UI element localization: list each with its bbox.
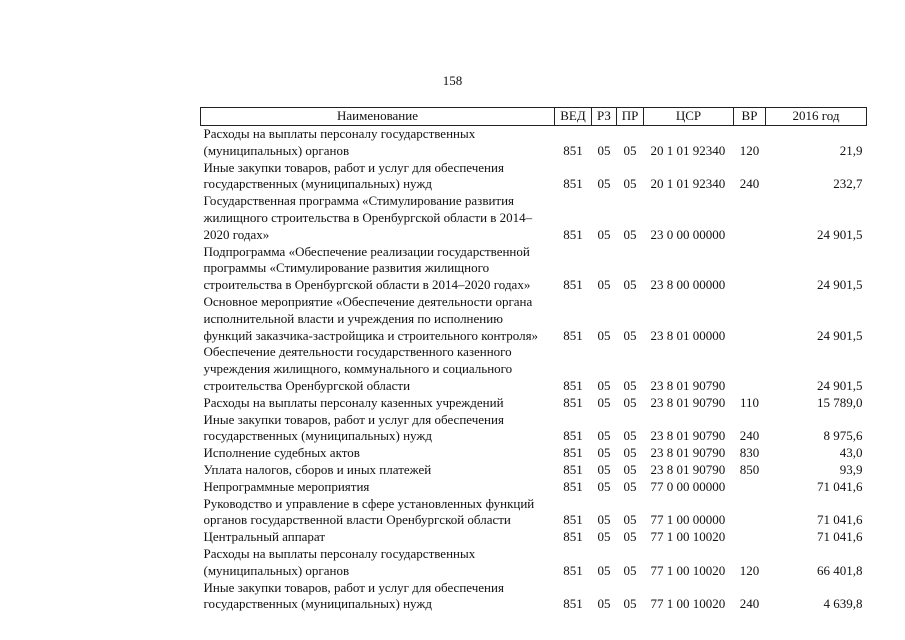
- page-number: 158: [442, 73, 463, 88]
- row-amount: 71 041,6: [817, 512, 863, 528]
- row-name: Центральный аппарат: [203, 529, 326, 545]
- row-ved: 851: [563, 445, 583, 461]
- row-vr: [734, 294, 766, 344]
- row-name: Государственная программа «Стимулирование развития жилищного строительства в Оренбургской области в 2014–2020 годах»: [203, 193, 533, 242]
- row-amount: 15 789,0: [817, 394, 863, 410]
- header-csr: ЦСР: [644, 108, 734, 126]
- row-vr: [734, 244, 766, 294]
- row-amount: 93,9: [839, 461, 863, 477]
- row-rz: 05: [597, 226, 611, 242]
- table-row: [201, 126, 867, 160]
- row-vr: 240: [739, 596, 760, 612]
- table-row: [201, 344, 867, 394]
- row-amount: 24 901,5: [817, 377, 863, 393]
- table-header: [201, 108, 867, 126]
- row-rz: 05: [597, 277, 611, 293]
- row-ved: 851: [563, 512, 583, 528]
- row-name: Иные закупки товаров, работ и услуг для обеспечения государственных (муниципальных) нужд: [203, 411, 504, 444]
- header-rz: РЗ: [592, 108, 617, 126]
- row-name: Непрограммные мероприятия: [203, 478, 370, 494]
- row-pr: 05: [623, 512, 637, 528]
- row-amount: 24 901,5: [817, 277, 863, 293]
- row-rz: 05: [597, 377, 611, 393]
- row-ved: 851: [563, 562, 583, 578]
- table-row: [201, 546, 867, 580]
- row-amount: 71 041,6: [817, 529, 863, 545]
- row-vr: 830: [739, 445, 760, 461]
- row-ved: 851: [563, 327, 583, 343]
- row-amount: 8 975,6: [823, 428, 863, 444]
- row-rz: 05: [597, 512, 611, 528]
- row-rz: 05: [597, 176, 611, 192]
- row-amount: 24 901,5: [817, 327, 863, 343]
- row-rz: 05: [597, 478, 611, 494]
- row-rz: 05: [597, 327, 611, 343]
- table-row: [201, 244, 867, 294]
- row-vr: 240: [739, 176, 760, 192]
- table-row: [201, 445, 867, 462]
- row-vr: [734, 529, 766, 546]
- table-row: [201, 529, 867, 546]
- table-row: [201, 496, 867, 530]
- table-row: [201, 160, 867, 194]
- row-rz: 05: [597, 529, 611, 545]
- header-vr: ВР: [734, 108, 766, 126]
- row-name: Исполнение судебных актов: [203, 445, 360, 461]
- row-vr: 120: [739, 142, 760, 158]
- row-name: Иные закупки товаров, работ и услуг для обеспечения государственных (муниципальных) нужд: [203, 579, 504, 612]
- row-csr: 23 8 01 00000: [650, 327, 726, 343]
- row-rz: 05: [597, 596, 611, 612]
- row-pr: 05: [623, 277, 637, 293]
- row-csr: 20 1 01 92340: [650, 176, 726, 192]
- row-pr: 05: [623, 562, 637, 578]
- table-row: [201, 294, 867, 344]
- row-pr: 05: [623, 142, 637, 158]
- row-csr: 77 1 00 00000: [650, 512, 726, 528]
- row-pr: 05: [623, 596, 637, 612]
- row-vr: 240: [739, 428, 760, 444]
- row-ved: 851: [563, 277, 583, 293]
- row-vr: [734, 193, 766, 243]
- row-amount: 43,0: [839, 445, 863, 461]
- row-csr: 23 8 01 90790: [650, 377, 726, 393]
- row-ved: 851: [563, 176, 583, 192]
- row-name: Подпрограмма «Обеспечение реализации государственной программы «Стимулирование развития жилищного строительства в Оренбургской области в 2014–2020 годах»: [203, 243, 531, 293]
- row-ved: 851: [563, 478, 583, 494]
- row-ved: 851: [563, 461, 583, 477]
- row-pr: 05: [623, 327, 637, 343]
- row-csr: 77 1 00 10020: [650, 529, 726, 545]
- row-vr: [734, 479, 766, 496]
- table-row: [201, 395, 867, 412]
- row-name: Иные закупки товаров, работ и услуг для обеспечения государственных (муниципальных) нужд: [203, 159, 504, 192]
- row-rz: 05: [597, 562, 611, 578]
- row-name: Расходы на выплаты персоналу государственных (муниципальных) органов: [203, 126, 476, 158]
- row-rz: 05: [597, 394, 611, 410]
- row-ved: 851: [563, 428, 583, 444]
- row-vr: 120: [739, 562, 760, 578]
- row-amount: 66 401,8: [817, 562, 863, 578]
- header-row: [201, 108, 867, 126]
- row-ved: 851: [563, 142, 583, 158]
- row-pr: 05: [623, 394, 637, 410]
- row-vr: [734, 496, 766, 530]
- row-name: Уплата налогов, сборов и иных платежей: [203, 461, 432, 477]
- table-row: [201, 462, 867, 479]
- row-rz: 05: [597, 428, 611, 444]
- header-name: Наименование: [201, 108, 555, 126]
- row-vr: [734, 344, 766, 394]
- table-row: [201, 479, 867, 496]
- header-ved: ВЕД: [555, 108, 592, 126]
- row-amount: 232,7: [833, 176, 863, 192]
- row-vr: 110: [739, 394, 760, 410]
- row-amount: 4 639,8: [823, 596, 863, 612]
- row-amount: 24 901,5: [817, 226, 863, 242]
- table-row: [201, 412, 867, 446]
- row-csr: 20 1 01 92340: [650, 142, 726, 158]
- row-csr: 77 1 00 10020: [650, 596, 726, 612]
- row-amount: 71 041,6: [817, 478, 863, 494]
- row-pr: 05: [623, 461, 637, 477]
- row-pr: 05: [623, 445, 637, 461]
- row-csr: 23 8 01 90790: [650, 428, 726, 444]
- row-csr: 77 1 00 10020: [650, 562, 726, 578]
- row-pr: 05: [623, 478, 637, 494]
- row-csr: 23 8 01 90790: [650, 445, 726, 461]
- row-rz: 05: [597, 142, 611, 158]
- table-body: [201, 126, 867, 614]
- row-vr: 850: [739, 461, 760, 477]
- row-name: Руководство и управление в сфере установленных функций органов государственной власти Оренбургской области: [203, 495, 535, 528]
- header-pr: ПР: [617, 108, 644, 126]
- row-rz: 05: [597, 461, 611, 477]
- row-name: Основное мероприятие «Обеспечение деятельности органа исполнительной власти и учреждения по исполнению функций заказчика-застройщика и строительного контроля»: [203, 293, 539, 343]
- row-rz: 05: [597, 445, 611, 461]
- row-ved: 851: [563, 529, 583, 545]
- table-row: [201, 193, 867, 243]
- row-pr: 05: [623, 529, 637, 545]
- table-row: [201, 580, 867, 614]
- row-ved: 851: [563, 377, 583, 393]
- row-csr: 77 0 00 00000: [650, 478, 726, 494]
- row-csr: 23 8 00 00000: [650, 277, 726, 293]
- row-ved: 851: [563, 226, 583, 242]
- row-name: Расходы на выплаты персоналу государственных (муниципальных) органов: [203, 545, 476, 578]
- row-csr: 23 8 01 90790: [650, 461, 726, 477]
- row-csr: 23 8 01 90790: [650, 394, 726, 410]
- budget-table: [200, 107, 867, 613]
- row-ved: 851: [563, 596, 583, 612]
- row-pr: 05: [623, 428, 637, 444]
- header-year: 2016 год: [766, 108, 867, 126]
- row-name: Расходы на выплаты персоналу казенных учреждений: [203, 394, 504, 410]
- row-amount: 21,9: [839, 142, 863, 158]
- row-ved: 851: [563, 394, 583, 410]
- row-pr: 05: [623, 226, 637, 242]
- row-name: Обеспечение деятельности государственного казенного учреждения жилищного, коммунального и социального строительства Оренбургской области: [203, 344, 513, 393]
- row-pr: 05: [623, 176, 637, 192]
- row-csr: 23 0 00 00000: [650, 226, 726, 242]
- row-pr: 05: [623, 377, 637, 393]
